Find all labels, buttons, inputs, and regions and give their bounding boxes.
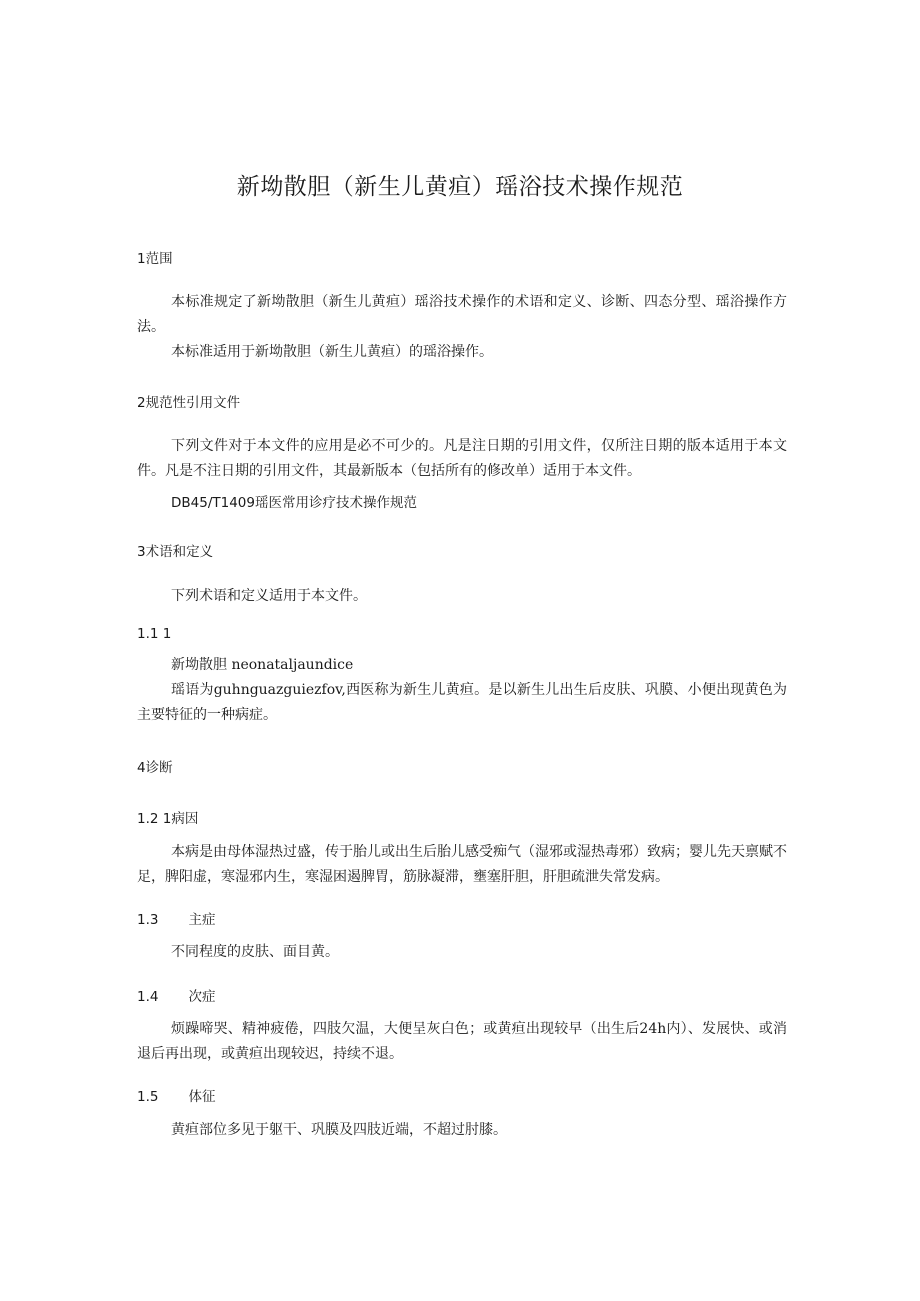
- cause-paragraph: 本病是由母体湿热过盛，传于胎儿或出生后胎儿感受痴气（湿邪或湿热毒邪）致病；婴儿先天禀赋不足，脾阳虚，寒湿邪内生，寒湿困遏脾胃，筋脉凝滞，壅塞肝胆，肝胆疏泄失常发病。: [137, 844, 787, 885]
- section-heading-terms: 3术语和定义: [137, 544, 214, 560]
- subsection-heading-main-symptom: [137, 908, 215, 928]
- terms-intro-paragraph: 下列术语和定义适用于本文件。: [171, 588, 367, 604]
- section-heading-normative-references: 2规范性引用文件: [137, 395, 241, 411]
- subsection-heading-term-1: 1.1 1: [137, 626, 172, 642]
- section-heading-diagnosis: 4诊断: [137, 760, 173, 776]
- minor-symptom-label: 次症: [188, 989, 216, 1005]
- document-title: 新坳散胆（新生儿黄疸）瑶浴技术操作规范: [236, 174, 684, 200]
- physical-sign-number: 1.5: [137, 1089, 159, 1105]
- physical-sign-label: 体征: [188, 1089, 216, 1105]
- physical-sign-paragraph: 黄疸部位多见于躯干、巩膜及四肢近端，不超过肘膝。: [171, 1122, 507, 1138]
- main-symptom-label: 主症: [188, 912, 216, 928]
- term-definition-paragraph: 瑶语为guhnguazguiezfov,西医称为新生儿黄疸。是以新生儿出生后皮肤、巩膜、小便出现黄色为主要特征的一种病症。: [137, 682, 787, 723]
- minor-symptom-number: 1.4: [137, 989, 159, 1005]
- main-symptom-number: 1.3: [137, 912, 159, 928]
- scope-paragraph-2: 本标准适用于新坳散胆（新生儿黄疸）的瑶浴操作。: [171, 344, 493, 360]
- normative-paragraph: 下列文件对于本文件的应用是必不可少的。凡是注日期的引用文件，仅所注日期的版本适用于本文件。凡是不注日期的引用文件，其最新版本（包括所有的修改单）适用于本文件。: [137, 438, 787, 479]
- section-heading-scope: 1范围: [137, 251, 173, 267]
- subsection-heading-cause: 1.2 1病因: [137, 811, 199, 827]
- subsection-heading-minor-symptom: [137, 985, 215, 1005]
- normative-reference-item: DB45/T1409瑶医常用诊疗技术操作规范: [171, 495, 417, 511]
- subsection-heading-physical-sign: [137, 1085, 215, 1105]
- main-symptom-paragraph: 不同程度的皮肤、面目黄。: [171, 944, 339, 960]
- minor-symptom-paragraph: 烦躁啼哭、精神疲倦，四肢欠温，大便呈灰白色；或黄疸出现较早（出生后24h内）、发展快、或消退后再出现，或黄疸出现较迟，持续不退。: [137, 1021, 787, 1062]
- scope-paragraph-1: 本标准规定了新坳散胆（新生儿黄疸）瑶浴技术操作的术语和定义、诊断、四态分型、瑶浴操作方法。: [137, 294, 787, 335]
- term-entry: 新坳散胆 neonataljaundice: [171, 657, 354, 673]
